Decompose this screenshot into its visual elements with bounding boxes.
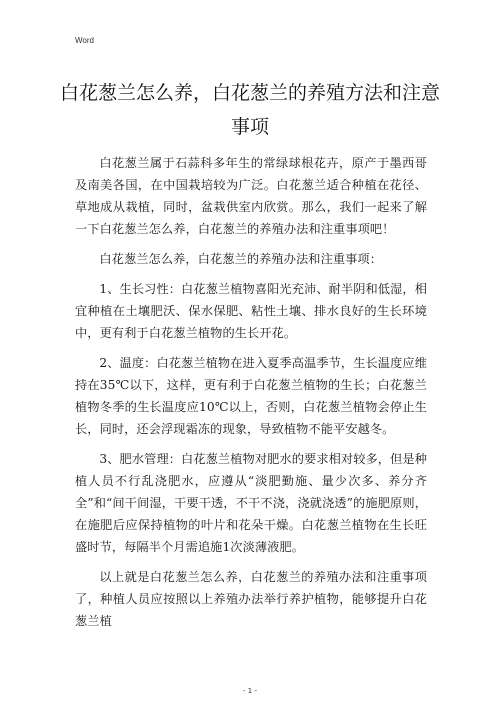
- document-body: [75, 152, 427, 640]
- page-number: - 1 -: [243, 687, 257, 695]
- paragraph-subheading: 白花葱兰怎么养，白花葱兰的养殖办法和注重事项：: [99, 252, 383, 266]
- paragraph-fertilizer: 3、肥水管理：白花葱兰植物对肥水的要求相对较多，但是种植人员不行乱浇肥水，应遵从“淡肥勤施、量少次多、养分齐全”和“间干间湿，干要干透，不干不浇，浇就浇透”的施肥原则，在施肥后应保持植物的叶片和花朵干燥。白花葱兰植物在生长旺盛时节，每隔半个月需追施1次淡薄液肥。: [75, 452, 427, 554]
- paragraph-growth-habit: 1、生长习性：白花葱兰植物喜阳光充沛、耐半阴和低湿，相宜种植在土壤肥沃、保水保肥、粘性土壤、排水良好的生长环境中，更有利于白花葱兰植物的生长开花。: [75, 282, 427, 340]
- paragraph-temperature: 2、温度：白花葱兰植物在进入夏季高温季节，生长温度应维持在35℃以下，这样，更有利于白花葱兰植物的生长；白花葱兰植物冬季的生长温度应10℃以上，否则，白花葱兰植物会停止生长，同时，还会浮现霜冻的现象，导致植物不能平安越冬。: [75, 356, 427, 436]
- document-header-label: Word: [75, 36, 94, 45]
- document-title: 白花葱兰怎么养，白花葱兰的养殖方法和注意事项: [60, 82, 441, 138]
- paragraph-intro: 白花葱兰属于石蒜科多年生的常绿球根花卉，原产于墨西哥及南美各国，在中国栽培较为广泛。白花葱兰适合种植在花径、草地成从栽植，同时，盆栽供室内欣赏。那么，我们一起来了解一下白花葱兰怎么养，白花葱兰的养殖办法和注重事项吧！: [75, 156, 427, 236]
- paragraph-summary: 以上就是白花葱兰怎么养，白花葱兰的养殖办法和注重事项了，种植人员应按照以上养殖办法举行养护植物，能够提升白花葱兰植: [75, 570, 427, 628]
